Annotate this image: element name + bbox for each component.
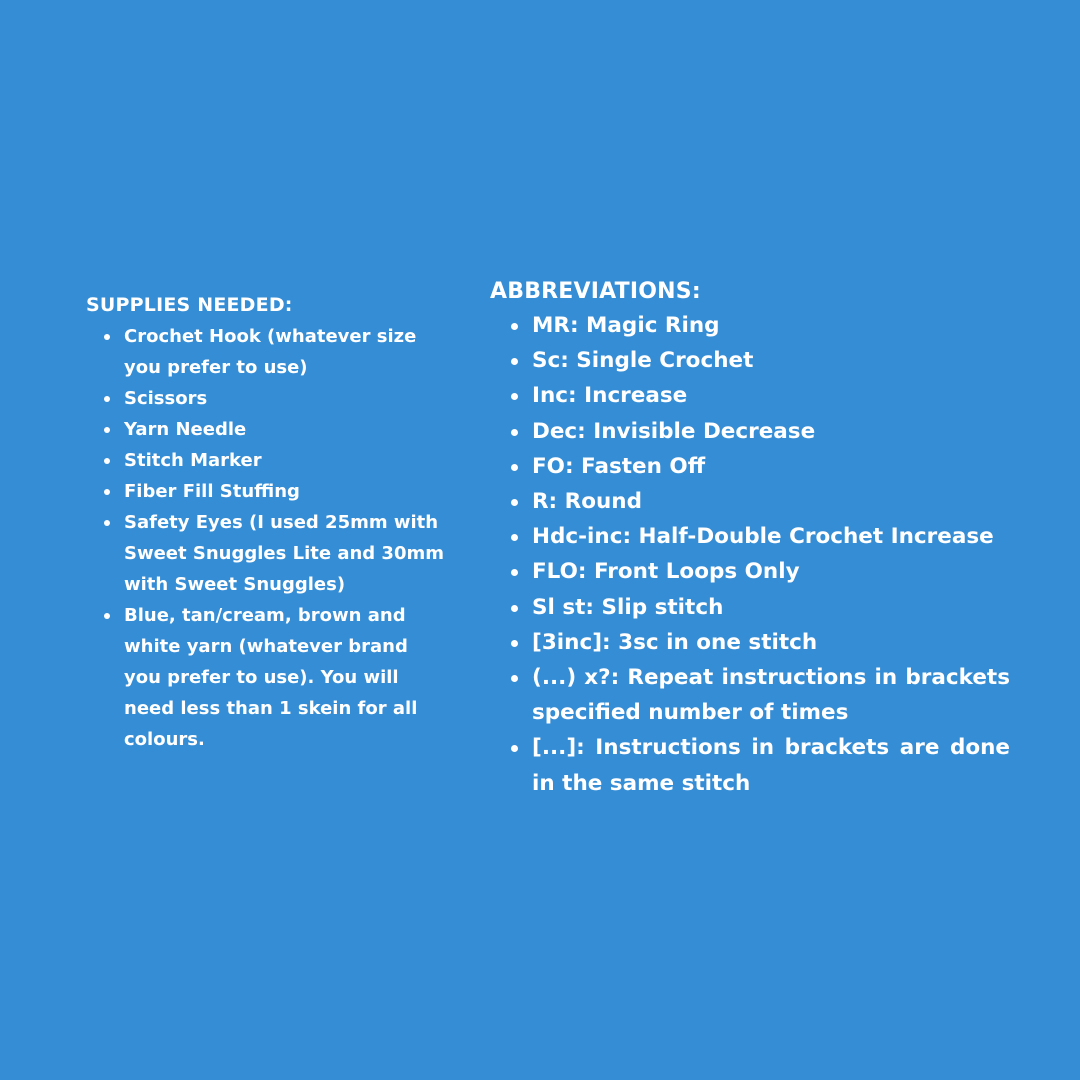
bullet-icon: [511, 323, 518, 330]
list-item: [490, 519, 1010, 554]
bullet-icon: [511, 393, 518, 400]
bullet-icon: [104, 427, 110, 433]
supply-text: Safety Eyes (I used 25mm with Sweet Snuggles Lite and 30mm with Sweet Snuggles): [124, 512, 444, 595]
abbreviation-text: FO: Fasten Off: [532, 453, 706, 479]
abbreviations-list: [490, 308, 1010, 801]
supply-text: Stitch Marker: [124, 450, 262, 471]
list-item: [490, 378, 1010, 413]
bullet-icon: [511, 675, 518, 682]
supply-text: Fiber Fill Stuffing: [124, 481, 300, 502]
abbreviations-heading: ABBREVIATIONS:: [490, 279, 701, 304]
abbreviation-text: FLO: Front Loops Only: [532, 559, 800, 585]
bullet-icon: [511, 745, 518, 752]
list-item: [490, 590, 1010, 625]
abbreviations-section: [490, 275, 1010, 801]
list-item: [86, 507, 451, 600]
list-item: [86, 321, 451, 383]
abbreviation-text: Dec: Invisible Decrease: [532, 418, 816, 444]
supplies-heading: SUPPLIES NEEDED:: [86, 294, 293, 316]
list-item: [490, 730, 1010, 800]
bullet-icon: [511, 429, 518, 436]
bullet-icon: [511, 605, 518, 612]
bullet-icon: [511, 569, 518, 576]
bullet-icon: [104, 489, 110, 495]
abbreviation-text: [3inc]: 3sc in one stitch: [532, 629, 818, 655]
list-item: [490, 343, 1010, 378]
supplies-list: [86, 321, 451, 755]
bullet-icon: [104, 334, 110, 340]
supply-text: Crochet Hook (whatever size you prefer to use): [124, 326, 417, 378]
bullet-icon: [511, 499, 518, 506]
list-item: [490, 554, 1010, 589]
list-item: [86, 600, 451, 755]
bullet-icon: [511, 358, 518, 365]
abbreviation-text: MR: Magic Ring: [532, 313, 720, 338]
bullet-icon: [104, 520, 110, 526]
supply-text: Scissors: [124, 388, 208, 409]
supply-text: Yarn Needle: [124, 419, 247, 440]
list-item: [86, 414, 451, 445]
bullet-icon: [511, 640, 518, 647]
supplies-section: [86, 290, 451, 755]
bullet-icon: [511, 534, 518, 541]
bullet-icon: [511, 464, 518, 471]
list-item: [490, 660, 1010, 730]
list-item: [86, 445, 451, 476]
abbreviation-text: (...) x?: Repeat instructions in brackets specified number of times: [532, 665, 1010, 726]
list-item: [490, 449, 1010, 484]
list-item: [490, 308, 1010, 343]
list-item: [86, 383, 451, 414]
abbreviation-text: Inc: Increase: [532, 383, 688, 409]
abbreviation-text: [...]: Instructions in brackets are done in the same stitch: [532, 735, 1010, 796]
bullet-icon: [104, 458, 110, 464]
list-item: [490, 484, 1010, 519]
bullet-icon: [104, 396, 110, 402]
list-item: [86, 476, 451, 507]
bullet-icon: [104, 613, 110, 619]
supply-text: Blue, tan/cream, brown and white yarn (whatever brand you prefer to use). You will need less than 1 skein for all colours.: [124, 605, 418, 750]
list-item: [490, 625, 1010, 660]
list-item: [490, 414, 1010, 449]
abbreviation-text: Sl st: Slip stitch: [532, 594, 724, 620]
abbreviation-text: R: Round: [532, 489, 642, 515]
abbreviation-text: Hdc-inc: Half-Double Crochet Increase: [532, 524, 994, 550]
abbreviation-text: Sc: Single Crochet: [532, 348, 754, 374]
